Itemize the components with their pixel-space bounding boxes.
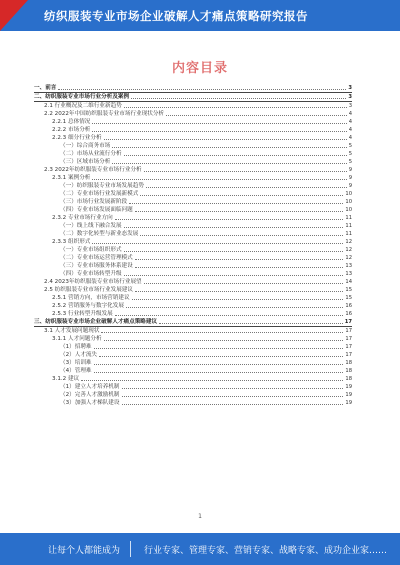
toc-leader-dots: [129, 202, 343, 204]
toc-entry[interactable]: [34, 110, 352, 118]
toc-entry[interactable]: [34, 158, 352, 166]
toc-entry-page: 5: [348, 143, 352, 149]
toc-leader-dots: [126, 306, 343, 308]
report-title: 纺织服装专业市场企业破解人才痛点策略研究报告: [44, 9, 308, 23]
toc-entry-label: （一）线上线下融合发展: [60, 223, 122, 229]
toc-entry-page: 4: [348, 127, 352, 133]
table-of-contents: [34, 84, 352, 407]
toc-entry-label: 2.2.3 细分行业分析: [52, 135, 102, 141]
toc-entry[interactable]: [34, 391, 352, 399]
toc-entry-label: 二、纺织服装专业市场行业分析及案例: [34, 94, 130, 100]
toc-leader-dots: [140, 194, 343, 196]
toc-leader-dots: [122, 403, 344, 405]
toc-entry[interactable]: [34, 102, 352, 110]
toc-entry-page: 17: [345, 328, 352, 334]
page-number: 1: [198, 513, 202, 520]
toc-entry[interactable]: [34, 206, 352, 214]
toc-entry-label: （二）专业市场行业发展新模式: [60, 191, 139, 197]
toc-entry[interactable]: [34, 174, 352, 182]
toc-entry[interactable]: [34, 190, 352, 198]
toc-entry[interactable]: [34, 294, 352, 302]
toc-entry-page: 12: [345, 247, 352, 253]
toc-entry-page: 19: [345, 400, 352, 406]
toc-entry[interactable]: [34, 93, 352, 102]
toc-entry-label: 一、前言: [34, 85, 57, 91]
toc-entry-label: 3.1.1 人才问题分析: [52, 336, 102, 342]
toc-entry-label: （4）管理难: [60, 368, 92, 374]
toc-entry-page: 11: [345, 223, 352, 229]
toc-entry-page: 17: [345, 336, 352, 342]
toc-leader-dots: [92, 122, 346, 124]
toc-entry-page: 12: [345, 255, 352, 261]
toc-entry[interactable]: [34, 126, 352, 134]
toc-leader-dots: [124, 250, 344, 252]
toc-entry[interactable]: [34, 254, 352, 262]
toc-entry[interactable]: [34, 270, 352, 278]
toc-entry[interactable]: [34, 262, 352, 270]
toc-entry[interactable]: [34, 375, 352, 383]
report-footer: [0, 533, 400, 565]
toc-entry-page: 9: [348, 183, 352, 189]
toc-entry-page: 17: [345, 344, 352, 350]
toc-entry-page: 10: [345, 199, 352, 205]
toc-entry[interactable]: [34, 318, 352, 327]
toc-entry[interactable]: [34, 359, 352, 367]
toc-entry-label: 2.3.2 专业市场行业方向: [52, 215, 113, 221]
toc-entry-page: 10: [345, 207, 352, 213]
toc-entry-page: 19: [345, 384, 352, 390]
toc-entry-label: 2.4 2023年纺织服装专业市场行业展望: [44, 279, 142, 285]
toc-entry-page: 10: [345, 191, 352, 197]
toc-entry-label: 2.2.2 市场分析: [52, 127, 91, 133]
toc-entry[interactable]: [34, 214, 352, 222]
toc-leader-dots: [140, 234, 343, 236]
toc-entry[interactable]: [34, 351, 352, 359]
toc-leader-dots: [115, 218, 344, 220]
toc-entry-page: 9: [348, 167, 352, 173]
toc-entry-page: 19: [345, 392, 352, 398]
toc-leader-dots: [122, 387, 344, 389]
toc-leader-dots: [122, 395, 344, 397]
toc-entry-page: 3: [348, 103, 352, 109]
toc-entry-label: 2.2.1 总体情况: [52, 119, 91, 125]
toc-entry[interactable]: [34, 286, 352, 294]
toc-leader-dots: [101, 331, 343, 333]
toc-entry-page: 15: [345, 295, 352, 301]
toc-entry[interactable]: [34, 302, 352, 310]
toc-entry[interactable]: [34, 343, 352, 351]
toc-leader-dots: [159, 322, 343, 324]
toc-entry[interactable]: [34, 310, 352, 318]
toc-entry-label: 2.5.1 营销方向，市场营销建议: [52, 295, 130, 301]
toc-leader-dots: [115, 314, 344, 316]
toc-entry-label: （1）招聘难: [60, 344, 92, 350]
toc-entry[interactable]: [34, 182, 352, 190]
toc-entry[interactable]: [34, 166, 352, 174]
toc-leader-dots: [92, 130, 346, 132]
toc-entry-label: 2.2 2022年中国纺织服装专业市场行业现状分析: [44, 111, 165, 117]
toc-entry-label: 2.3.1 案例分析: [52, 175, 91, 181]
toc-leader-dots: [146, 186, 347, 188]
toc-entry-page: 4: [348, 111, 352, 117]
toc-entry[interactable]: [34, 134, 352, 142]
toc-entry-label: （二）市场从业流行分析: [60, 151, 122, 157]
toc-entry-label: 2.3 2022年纺织服装专业市场行业分析: [44, 167, 142, 173]
toc-entry-page: 4: [348, 135, 352, 141]
toc-entry-label: （2）人才流失: [60, 352, 98, 358]
toc-entry[interactable]: [34, 246, 352, 254]
toc-entry-label: （三）专业市场服务体系建设: [60, 263, 133, 269]
toc-entry[interactable]: [34, 142, 352, 150]
toc-leader-dots: [81, 379, 343, 381]
toc-entry-page: 5: [348, 159, 352, 165]
toc-entry-page: 13: [345, 271, 352, 277]
toc-entry-label: 3.1.2 建议: [52, 376, 80, 382]
toc-leader-dots: [135, 266, 344, 268]
toc-entry-page: 3: [348, 94, 352, 100]
toc-leader-dots: [104, 138, 347, 140]
toc-entry-page: 18: [345, 360, 352, 366]
toc-entry-label: （四）专业市场发展面临问题: [60, 207, 133, 213]
toc-entry-label: （2）完善人才激励机制: [60, 392, 120, 398]
toc-leader-dots: [124, 274, 344, 276]
toc-entry-page: 16: [345, 311, 352, 317]
toc-leader-dots: [104, 339, 344, 341]
toc-entry-page: 17: [344, 319, 352, 325]
footer-tagline: 行业专家、管理专家、营销专家、战略专家、成功企业家……: [144, 546, 388, 556]
toc-entry-page: 5: [348, 151, 352, 157]
toc-entry-label: （二）专业市场运营管理模式: [60, 255, 133, 261]
toc-entry[interactable]: [34, 222, 352, 230]
toc-leader-dots: [92, 242, 343, 244]
report-header: [0, 0, 400, 31]
toc-entry-page: 14: [345, 279, 352, 285]
toc-entry-page: 16: [345, 303, 352, 309]
footer-divider: [130, 541, 131, 557]
toc-entry-page: 12: [345, 239, 352, 245]
toc-entry-page: 17: [345, 352, 352, 358]
toc-entry-label: （3）加强人才梯队建设: [60, 400, 120, 406]
toc-leader-dots: [135, 258, 344, 260]
toc-leader-dots: [112, 162, 346, 164]
toc-entry-label: （二）数字化转型与新业态发展: [60, 231, 139, 237]
toc-entry-label: （四）专业市场转型升级: [60, 271, 122, 277]
toc-entry-page: 18: [345, 376, 352, 382]
toc-leader-dots: [124, 154, 347, 156]
toc-entry-page: 11: [345, 231, 352, 237]
toc-entry[interactable]: [34, 399, 352, 407]
toc-entry-label: 2.5.2 营销服务与数字化发展: [52, 303, 124, 309]
toc-entry-label: （三）区域市场分析: [60, 159, 111, 165]
toc-entry[interactable]: [34, 230, 352, 238]
toc-leader-dots: [132, 298, 344, 300]
toc-title: 内容目录: [171, 61, 228, 76]
toc-leader-dots: [131, 97, 346, 99]
toc-entry-label: （1）建立人才培养机制: [60, 384, 120, 390]
toc-leader-dots: [144, 282, 344, 284]
toc-entry[interactable]: [34, 335, 352, 343]
toc-leader-dots: [58, 88, 346, 90]
toc-entry-page: 9: [348, 175, 352, 181]
toc-leader-dots: [124, 226, 344, 228]
toc-entry-page: 13: [345, 263, 352, 269]
toc-entry[interactable]: [34, 118, 352, 126]
toc-entry-label: 2.1 行业概况及二维行业新趋势: [44, 103, 122, 109]
toc-entry[interactable]: [34, 150, 352, 158]
toc-entry[interactable]: [34, 367, 352, 375]
toc-entry-page: 4: [348, 119, 352, 125]
toc-leader-dots: [94, 371, 344, 373]
footer-slogan: 让每个人都能成为: [48, 546, 121, 556]
toc-leader-dots: [166, 114, 347, 116]
toc-entry-label: （三）市场行业发展新阶段: [60, 199, 128, 205]
toc-entry[interactable]: [34, 278, 352, 286]
toc-entry[interactable]: [34, 327, 352, 335]
header-red-triangle: [0, 0, 28, 31]
toc-entry[interactable]: [34, 198, 352, 206]
toc-entry-label: 2.3.3 组织形式: [52, 239, 91, 245]
toc-entry-label: 2.5 纺织服装专业市场行业发展建议: [44, 287, 133, 293]
toc-entry[interactable]: [34, 238, 352, 246]
toc-entry-label: （一）专业市场组织形式: [60, 247, 122, 253]
toc-leader-dots: [135, 290, 343, 292]
toc-entry-label: 3.1 人才发展问题现状: [44, 328, 100, 334]
toc-entry-page: 18: [345, 368, 352, 374]
toc-leader-dots: [112, 146, 346, 148]
toc-entry-page: 11: [345, 215, 352, 221]
toc-leader-dots: [135, 210, 344, 212]
toc-entry[interactable]: [34, 383, 352, 391]
toc-entry-label: 三、纺织服装专业市场企业破解人才痛点策略建议: [34, 319, 158, 325]
toc-leader-dots: [94, 363, 344, 365]
toc-leader-dots: [92, 178, 346, 180]
toc-entry-page: 15: [345, 287, 352, 293]
toc-leader-dots: [94, 347, 344, 349]
toc-entry-page: 3: [348, 85, 352, 91]
toc-leader-dots: [124, 106, 347, 108]
toc-entry-label: （一）综合商务市场: [60, 143, 111, 149]
toc-entry-label: （3）培训难: [60, 360, 92, 366]
toc-entry-label: （一）纺织服装专业市场发展趋势: [60, 183, 144, 189]
toc-entry-label: 2.5.3 行业转型升级发展: [52, 311, 113, 317]
toc-entry[interactable]: [34, 84, 352, 93]
toc-leader-dots: [144, 170, 347, 172]
toc-leader-dots: [99, 355, 343, 357]
